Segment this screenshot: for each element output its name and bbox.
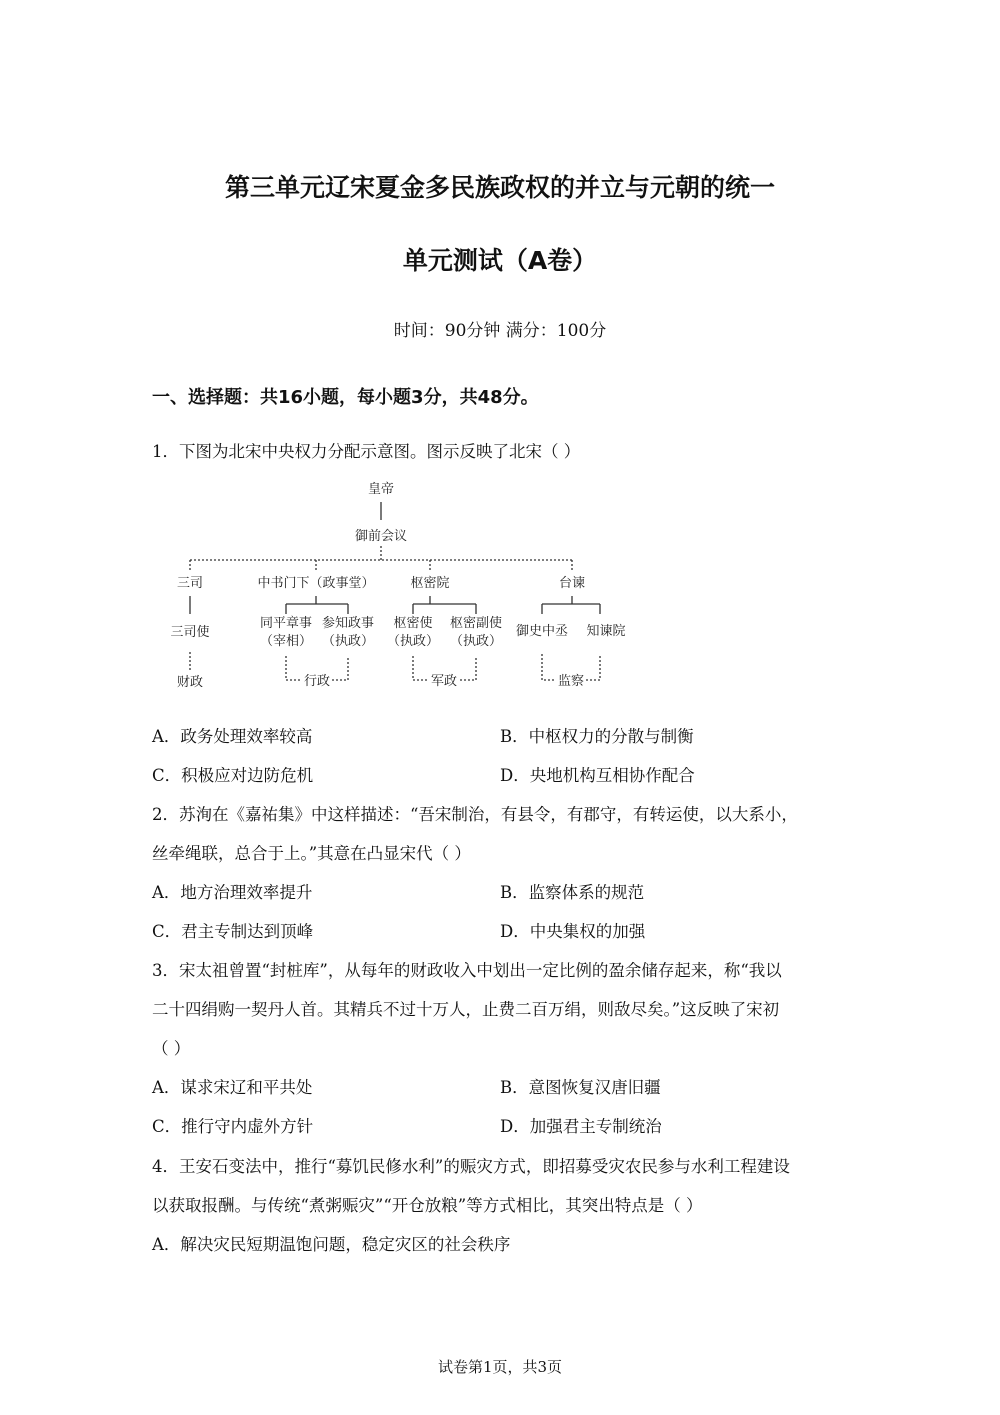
diagram-chancellor: 同平章事 [259, 616, 313, 631]
question-3-text-line2: 二十四绢购一契丹人首。其精兵不过十万人，止费二百万绢，则敌尽矣。”这反映了宋初 [152, 1000, 780, 1019]
diagram-duty-military: 军政 [430, 674, 458, 689]
diagram-vice-chancellor-note: （执政） [321, 634, 375, 649]
diagram-remonstrance: 知谏院 [586, 624, 626, 639]
diagram-branch-shumi: 枢密院 [410, 576, 450, 591]
q3-option-c: C．推行守内虚外方针 [152, 1117, 314, 1136]
diagram-sansi-official: 三司使 [170, 625, 210, 640]
q2-option-b: B．监察体系的规范 [500, 883, 645, 902]
q3-option-d: D．加强君主专制统治 [500, 1117, 662, 1136]
diagram-censor: 御史中丞 [515, 624, 569, 639]
diagram-duty-supervision: 监察 [557, 674, 585, 689]
diagram-branch-taijian: 台谏 [558, 576, 586, 591]
diagram-branch-zhongshu: 中书门下（政事堂） [257, 576, 375, 591]
diagram-military-commissioner-note: （执政） [386, 634, 440, 649]
question-1-text: 1．下图为北宋中央权力分配示意图。图示反映了北宋（ ） [152, 442, 581, 461]
q1-option-d: D．央地机构互相协作配合 [500, 766, 695, 785]
q1-option-a: A．政务处理效率较高 [152, 727, 313, 746]
q2-option-d: D．中央集权的加强 [500, 922, 646, 941]
q1-option-b: B．中枢权力的分散与制衡 [500, 727, 694, 746]
exam-title: 第三单元辽宋夏金多民族政权的并立与元朝的统一 [224, 173, 775, 202]
diagram-chancellor-note: （宰相） [259, 634, 313, 649]
diagram-vice-military-commissioner-note: （执政） [449, 634, 503, 649]
diagram-branch-sansi: 三司 [176, 576, 204, 591]
question-4-text-line1: 4．王安石变法中，推行“募饥民修水利”的赈灾方式，即招募受灾农民参与水利工程建设 [152, 1157, 790, 1176]
diagram-duty-admin: 行政 [303, 674, 331, 689]
power-structure-diagram [170, 474, 640, 696]
question-3-text-line1: 3．宋太祖曾置“封桩库”，从每年的财政收入中划出一定比例的盈余储存起来，称“我以 [152, 961, 782, 980]
page-footer: 试卷第1页，共3页 [437, 1358, 563, 1376]
diagram-emperor: 皇帝 [367, 482, 395, 497]
exam-subtitle: 单元测试（A卷） [402, 246, 598, 275]
q3-option-a: A．谋求宋辽和平共处 [152, 1078, 313, 1097]
q4-option-a: A．解决灾民短期温饱问题，稳定灾区的社会秩序 [152, 1235, 511, 1254]
question-2-text-line1: 2．苏洵在《嘉祐集》中这样描述：“吾宋制治，有县令，有郡守，有转运使，以大系小， [152, 805, 798, 824]
q3-option-b: B．意图恢复汉唐旧疆 [500, 1078, 661, 1097]
question-4-text-line2: 以获取报酬。与传统“煮粥赈灾”“开仓放粮”等方式相比，其突出特点是（ ） [152, 1196, 703, 1215]
question-2-text-line2: 丝牵绳联，总合于上。”其意在凸显宋代（ ） [152, 844, 471, 863]
diagram-military-commissioner: 枢密使 [393, 616, 433, 631]
diagram-council: 御前会议 [354, 529, 408, 544]
diagram-vice-military-commissioner: 枢密副使 [449, 616, 503, 631]
section-heading: 一、选择题：共16小题，每小题3分，共48分。 [152, 387, 539, 408]
question-3-text-line3: （ ） [152, 1039, 191, 1058]
exam-meta: 时间：90分钟 满分：100分 [393, 321, 607, 341]
diagram-duty-finance: 财政 [176, 675, 204, 690]
diagram-vice-chancellor: 参知政事 [321, 616, 375, 631]
q2-option-c: C．君主专制达到顶峰 [152, 922, 314, 941]
q2-option-a: A．地方治理效率提升 [152, 883, 313, 902]
q1-option-c: C．积极应对边防危机 [152, 766, 314, 785]
